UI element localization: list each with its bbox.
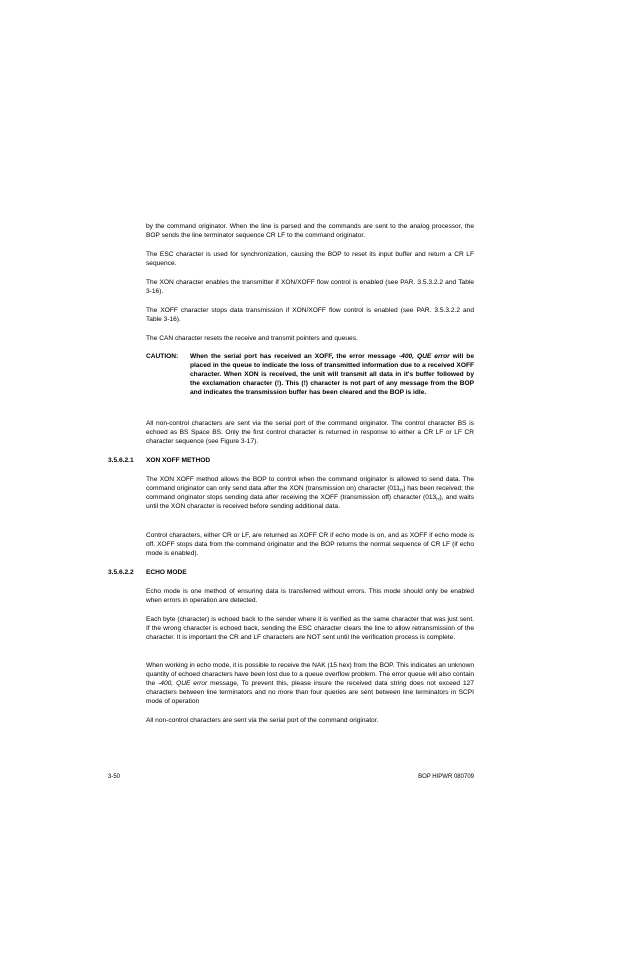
paragraph-control-characters-xoff: Control characters, either CR or LF, are returned as XOFF CR if echo mode is on, and as XOFF if echo mode is off. XOFF stops data from the command originator and the BOP returns the normal sequence of CR LF (if echo mode is enabled).: [146, 532, 474, 557]
caution-error-code: -400, QUE error: [398, 353, 450, 360]
paragraph-xoff-character: The XOFF character stops data transmission if XON/XOFF flow control is enabled (see PAR. 3.5.3.2.2 and Table 3-16).: [146, 307, 474, 323]
caution-text-part2: will be placed in the queue to indicate the loss of transmitted information due to a received XOFF character. When XON is received, the unit will transmit all data in it's buffer followed by the exclamation character (!). This (!) character is not part of any message from the BOP and indicates the transmission buffer has been cleared and the BOP is idle.: [190, 353, 474, 396]
paragraph-echo-mode-intro: Echo mode is one method of ensuring data is transferred without errors. This mode should only be enabled when errors in operation are detected.: [146, 588, 474, 604]
echo-error-code: -400, QUE error: [158, 680, 208, 687]
paragraph-non-control-characters: All non-control characters are sent via the serial port of the command originator. The control character BS is echoed as BS Space BS. Only the first control character is returned in response to either a CR LF or LF CR character sequence (see Figure 3-17).: [146, 420, 474, 445]
paragraph-echo-non-control: All non-control characters are sent via the serial port of the command originator.: [146, 717, 379, 724]
hex-subscript: H: [399, 487, 404, 493]
caution-text: [190, 352, 474, 397]
caution-note: [146, 352, 474, 397]
caution-text-part1: When the serial port has received an XOFF, the error message: [190, 353, 399, 360]
xon-text-part3: ), and waits until the XON character is received before sending additional data.: [146, 494, 474, 510]
echo-nak-part1: When working in echo mode, it is possible to receive the NAK (15 hex) from the BOP. This indicates an unknown quantity of echoed characters have been lost due to a queue overflow problem. The error queue will also contain the: [146, 662, 474, 687]
hex-subscript: H: [436, 496, 440, 502]
paragraph-xon-character: The XON character enables the transmitter if XON/XOFF flow control is enabled (see PAR. 3.5.3.2.2 and Table 3-16).: [146, 279, 474, 295]
section-title: ECHO MODE: [146, 569, 187, 576]
echo-nak-part2: message, To prevent this, please insure the received data string does not exceed 127 characters between line terminators and no more than four queries are sent between line terminators in SCPI mode of operation: [146, 680, 475, 705]
paragraph-echo-byte-verification: Each byte (character) is echoed back to the sender where it is verified as the same character that was just sent. If the wrong character is echoed back, sending the ESC character clears the line to allow retransmission of the character. It is important the CR and LF characters are NOT sent until the verification process is complete.: [146, 616, 474, 641]
xon-text-part2: ) has been received; the command originator stops sending data after receiving the XOFF (transmission off) character (013: [146, 485, 474, 501]
paragraph-parse-terminator: by the command originator. When the line is parsed and the commands are sent to the analog processor, the BOP sends the line terminator sequence CR LF to the command originator.: [146, 223, 474, 239]
paragraph-can-character: The CAN character resets the receive and transmit pointers and queues.: [146, 335, 358, 342]
paragraph-echo-nak: [146, 661, 474, 706]
section-title: XON XOFF METHOD: [146, 457, 211, 464]
caution-label: CAUTION:: [146, 353, 179, 360]
section-number: 3.5.6.2.1: [108, 457, 134, 464]
paragraph-esc-character: The ESC character is used for synchronization, causing the BOP to reset its input buffer and return a CR LF sequence.: [146, 251, 474, 267]
section-number: 3.5.6.2.2: [108, 569, 134, 576]
xon-text-part1: The XON XOFF method allows the BOP to control when the command originator is allowed to send data. The command originator can only send data after the XON (transmission on) character (011: [146, 476, 474, 492]
footer-document-id: BOP HIPWR 080709: [418, 774, 474, 780]
footer-page-number: 3-50: [108, 774, 121, 780]
paragraph-xon-xoff-method: [146, 475, 474, 511]
